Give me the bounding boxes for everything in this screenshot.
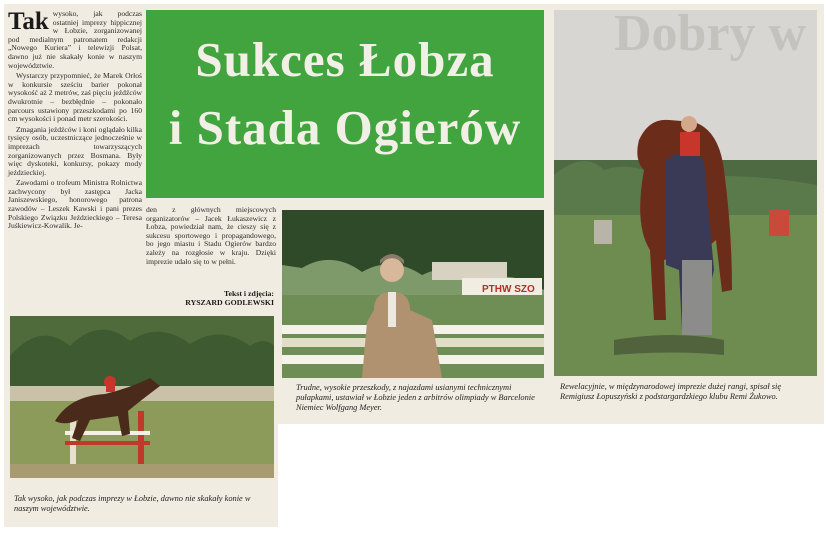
article-column-2 xyxy=(146,206,276,266)
headline-box xyxy=(146,10,544,198)
headline-line-2: i Stada Ogierów xyxy=(168,100,522,155)
dropcap: Tak xyxy=(8,8,49,35)
paragraph-2: Wystarczy przypomnieć, że Marek Orłoś w konkursie sześciu barier pokonał wysokość aż 2 metrów, zaś pięciu jeźdźców dwukrotnie – bezbłędnie – pokonało parcours ustawiony przeszkodami po 160 cm wysokości i ponad metr szerokości. xyxy=(8,71,142,124)
banner-text: PTHW SZO xyxy=(482,284,535,295)
paragraph-3: Zmagania jeźdźców i koni oglądało kilka tysięcy osób, uczestniczące jednocześnie w imprezach towarzyszących zorganizowanych przez Bosmana. Były więc dyskoteki, konkursy, pokazy mody jeździeckiej. xyxy=(8,124,142,177)
caption-left: Tak wysoko, jak podczas imprezy w Łobzie, dawno nie skakały konie w naszym województwie. xyxy=(14,494,251,513)
byline-author: RYSZARD GODLEWSKI xyxy=(185,298,274,307)
caption-right: Rewelacyjnie, w międzynarodowej imprezie dużej rangi, spisał się Remigiusz Łopuszyński z podstargardzkiego klubu Remi Żukowo. xyxy=(560,382,782,401)
photo-course-designer xyxy=(282,210,544,378)
byline xyxy=(146,289,274,307)
caption-middle: Trudne, wysokie przeszkody, z najazdami usianymi technicznymi pułapkami, ustawiał w Łobzie jeden z arbitrów olimpiady w Barcelonie Niemiec Wolfgang Meyer. xyxy=(296,383,535,412)
photo-rider-horse xyxy=(554,10,817,376)
article-column-1 xyxy=(8,10,142,233)
byline-label: Tekst i zdjęcia: xyxy=(224,289,274,298)
headline-line-1: Sukces Łobza xyxy=(195,32,495,87)
paragraph-5: den z głównych miejscowych organizatorów – Jacek Łukaszewicz z Łobza, powiedział nam, że cieszy się z sukcesu sportowego i propagandowego, bo jego miastu i Stadu Ogierów bardzo zależy na rozgłosie w kraju. Dzięki imprezie udało się to w pełni. xyxy=(146,205,276,266)
bleed-through-text: Dobry w xyxy=(614,10,807,62)
blank-area xyxy=(278,424,826,533)
headline xyxy=(146,26,544,162)
paragraph-1: wysoko, jak podczas ostatniej imprezy hippicznej w Łobzie, zorganizowanej pod medialnym patronatem redakcji „Nowego Kuriera” i telewizji Polsat, dawno już nie skakały konie w naszym województwie. xyxy=(8,9,142,70)
photo-horse-jump xyxy=(10,316,274,478)
paragraph-4: Zawodami o trofeum Ministra Rolnictwa zachwycony był zastępca Jacka Janiszewskiego, honorowego patrona zawodów – Leszek Kawski i pani prezes Polskiego Związku Jeździeckiego – Teresa Juśkiewicz-Kowalik. Je- xyxy=(8,178,142,231)
